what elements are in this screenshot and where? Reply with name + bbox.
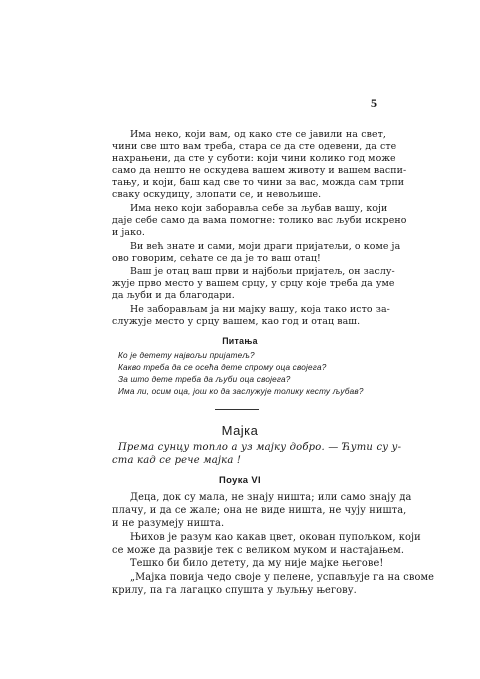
text-line: Ви већ знате и сами, моји драги пријатељи, о коме ја (130, 241, 401, 252)
epigraph-line: Према сунцу топло а уз мајку добро. — Ћути су у- (118, 442, 402, 453)
text-line: и јако. (112, 227, 145, 238)
text-line: Не заборављам ја ни мајку вашу, која тако исто за- (130, 304, 390, 315)
text-line: се може да развије тек с великом муком и настајањем. (112, 545, 405, 556)
text-line: Ваш је отац ваш први и најбољи пријатељ, он заслу- (130, 266, 395, 277)
question-item: Ко је детету највољи пријатељ? (118, 351, 255, 360)
text-line: да љуби и да благодари. (112, 290, 235, 301)
text-line: даје себе само да вама помогне: толико вас љуби искрено (112, 215, 407, 226)
text-line: ово говорим, сећате се да је то ваш отац! (112, 253, 321, 264)
text-line: Деца, док су мала, не знају ништа; или само знају да (130, 492, 412, 503)
question-item: Какво треба да се осећа дете спрому оца својега? (118, 363, 327, 372)
text-line: Тешко би било детету, да му није мајке његове! (130, 558, 384, 569)
page-number: 5 (371, 96, 377, 110)
question-item: За што дете треба да љуби оца својега? (118, 375, 291, 384)
chapter-title: Мајка (221, 423, 259, 438)
section-divider (215, 409, 259, 410)
text-line: и не разумеју ништа. (112, 518, 225, 529)
lesson-title: Поука VI (218, 474, 262, 485)
text-line: нахрањени, да сте у суботи: који чини колико год може (112, 153, 396, 164)
text-line: Има неко који заборавља себе за љубав вашу, који (130, 203, 388, 214)
text-line: „Мајка повија чедо своје у пелене, успављује га на своме (130, 572, 435, 583)
text-line: служује место у срцу вашем, као год и отац ваш. (112, 316, 361, 327)
questions-heading: Питања (222, 336, 258, 346)
text-line: плачу, и да се жале; она не виде ништа, не чују ништа, (112, 505, 407, 516)
text-line: сваку оскудицу, злопати се, и невољише. (112, 189, 322, 200)
text-line: крилу, па га лагацко спушта у љуљњу његову. (112, 585, 357, 596)
text-line: Има неко, који вам, од како сте се јавили на свет, (130, 129, 386, 140)
text-line: чини све што вам треба, стара се да сте одевени, да сте (112, 141, 397, 152)
text-line: тању, и који, баш кад све то чини за вас, можда сам трпи (112, 177, 405, 188)
text-line: само да нешто не оскудева вашем животу и вашем васпи- (112, 165, 407, 176)
epigraph-line: ста кад се рече мајка ! (112, 455, 242, 466)
text-line: Њихов је разум као какав цвет, окован пупољком, који (130, 532, 421, 543)
text-line: жује прво место у вашем срцу, у срцу које треба да уме (112, 278, 395, 289)
question-item: Има ли, осим оца, још ко да заслужује толику кесту љубав? (118, 387, 364, 396)
